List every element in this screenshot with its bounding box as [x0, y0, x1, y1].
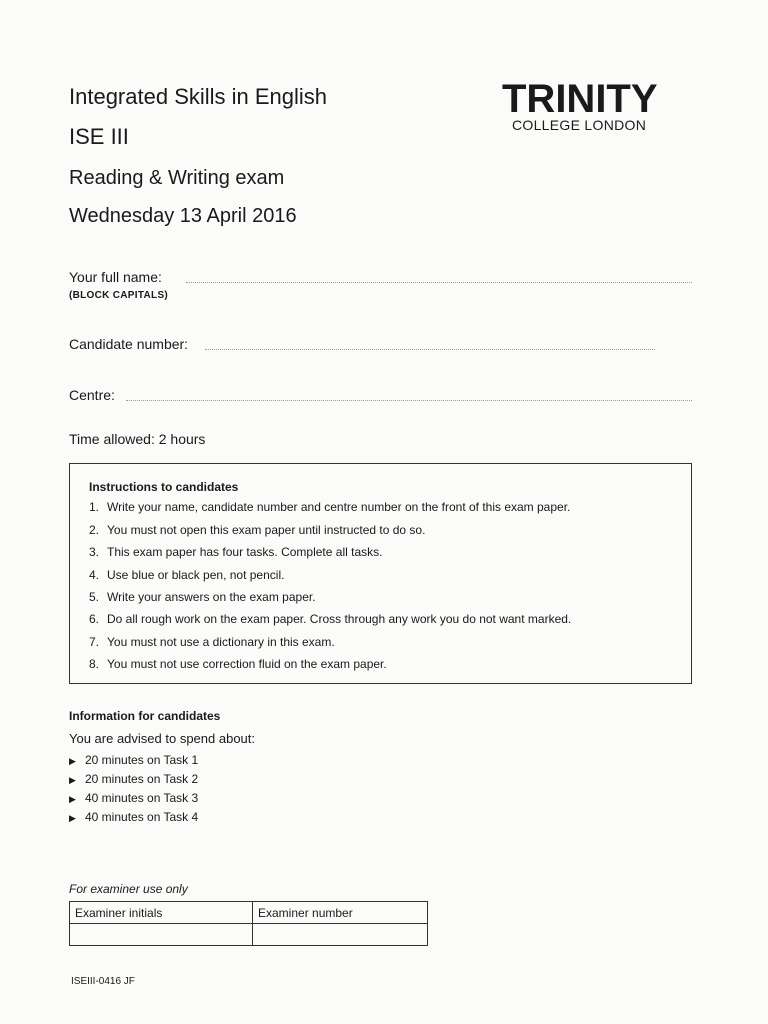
logo-wordmark: TRINITY: [502, 77, 658, 121]
bullet-icon: ▶: [69, 775, 76, 785]
examiner-initials-cell[interactable]: [70, 924, 253, 946]
list-item: 8. You must not use correction fluid on the exam paper.: [89, 657, 387, 671]
examiner-number-cell[interactable]: [253, 924, 428, 946]
list-item: 3. This exam paper has four tasks. Complete all tasks.: [89, 545, 383, 559]
exam-name: Reading & Writing exam: [69, 167, 285, 189]
list-item: ▶ 40 minutes on Task 3: [69, 791, 199, 805]
list-item: 4. Use blue or black pen, not pencil.: [89, 568, 285, 582]
exam-level: ISE III: [69, 124, 129, 149]
list-item: ▶ 40 minutes on Task 4: [69, 810, 199, 824]
bullet-icon: ▶: [69, 813, 76, 823]
list-item: 1. Write your name, candidate number and centre number on the front of this exam paper.: [89, 500, 571, 514]
list-item: ▶ 20 minutes on Task 1: [69, 753, 199, 767]
examiner-initials-header: Examiner initials: [70, 902, 253, 924]
full-name-field[interactable]: [186, 282, 692, 283]
candidate-number-label: Candidate number:: [69, 336, 189, 352]
exam-date: Wednesday 13 April 2016: [69, 205, 297, 227]
examiner-number-header: Examiner number: [253, 902, 428, 924]
instructions-title: Instructions to candidates: [89, 480, 239, 494]
trinity-logo: [502, 77, 658, 133]
examiner-use-note: For examiner use only: [69, 882, 188, 896]
block-capitals-note: (BLOCK CAPITALS): [69, 290, 169, 301]
paper-code: ISEIII-0416 JF: [71, 976, 135, 987]
examiner-table: [69, 901, 428, 946]
list-item: ▶ 20 minutes on Task 2: [69, 772, 199, 786]
list-item: 2. You must not open this exam paper until instructed to do so.: [89, 523, 426, 537]
information-title: Information for candidates: [69, 709, 221, 723]
table-row: [70, 902, 428, 924]
bullet-icon: ▶: [69, 794, 76, 804]
centre-label: Centre:: [69, 387, 115, 403]
bullet-icon: ▶: [69, 756, 76, 766]
exam-series-title: Integrated Skills in English: [69, 84, 328, 109]
list-item: 5. Write your answers on the exam paper.: [89, 590, 316, 604]
list-item: 7. You must not use a dictionary in this exam.: [89, 635, 335, 649]
list-item: 6. Do all rough work on the exam paper. Cross through any work you do not want marked.: [89, 612, 572, 626]
instructions-box: [69, 463, 692, 684]
time-allowed: Time allowed: 2 hours: [69, 431, 206, 447]
candidate-number-field[interactable]: [205, 349, 655, 350]
centre-field[interactable]: [126, 400, 692, 401]
logo-subtitle: COLLEGE LONDON: [512, 117, 647, 133]
table-row: [70, 924, 428, 946]
information-intro: You are advised to spend about:: [69, 731, 255, 746]
full-name-label: Your full name:: [69, 269, 162, 285]
